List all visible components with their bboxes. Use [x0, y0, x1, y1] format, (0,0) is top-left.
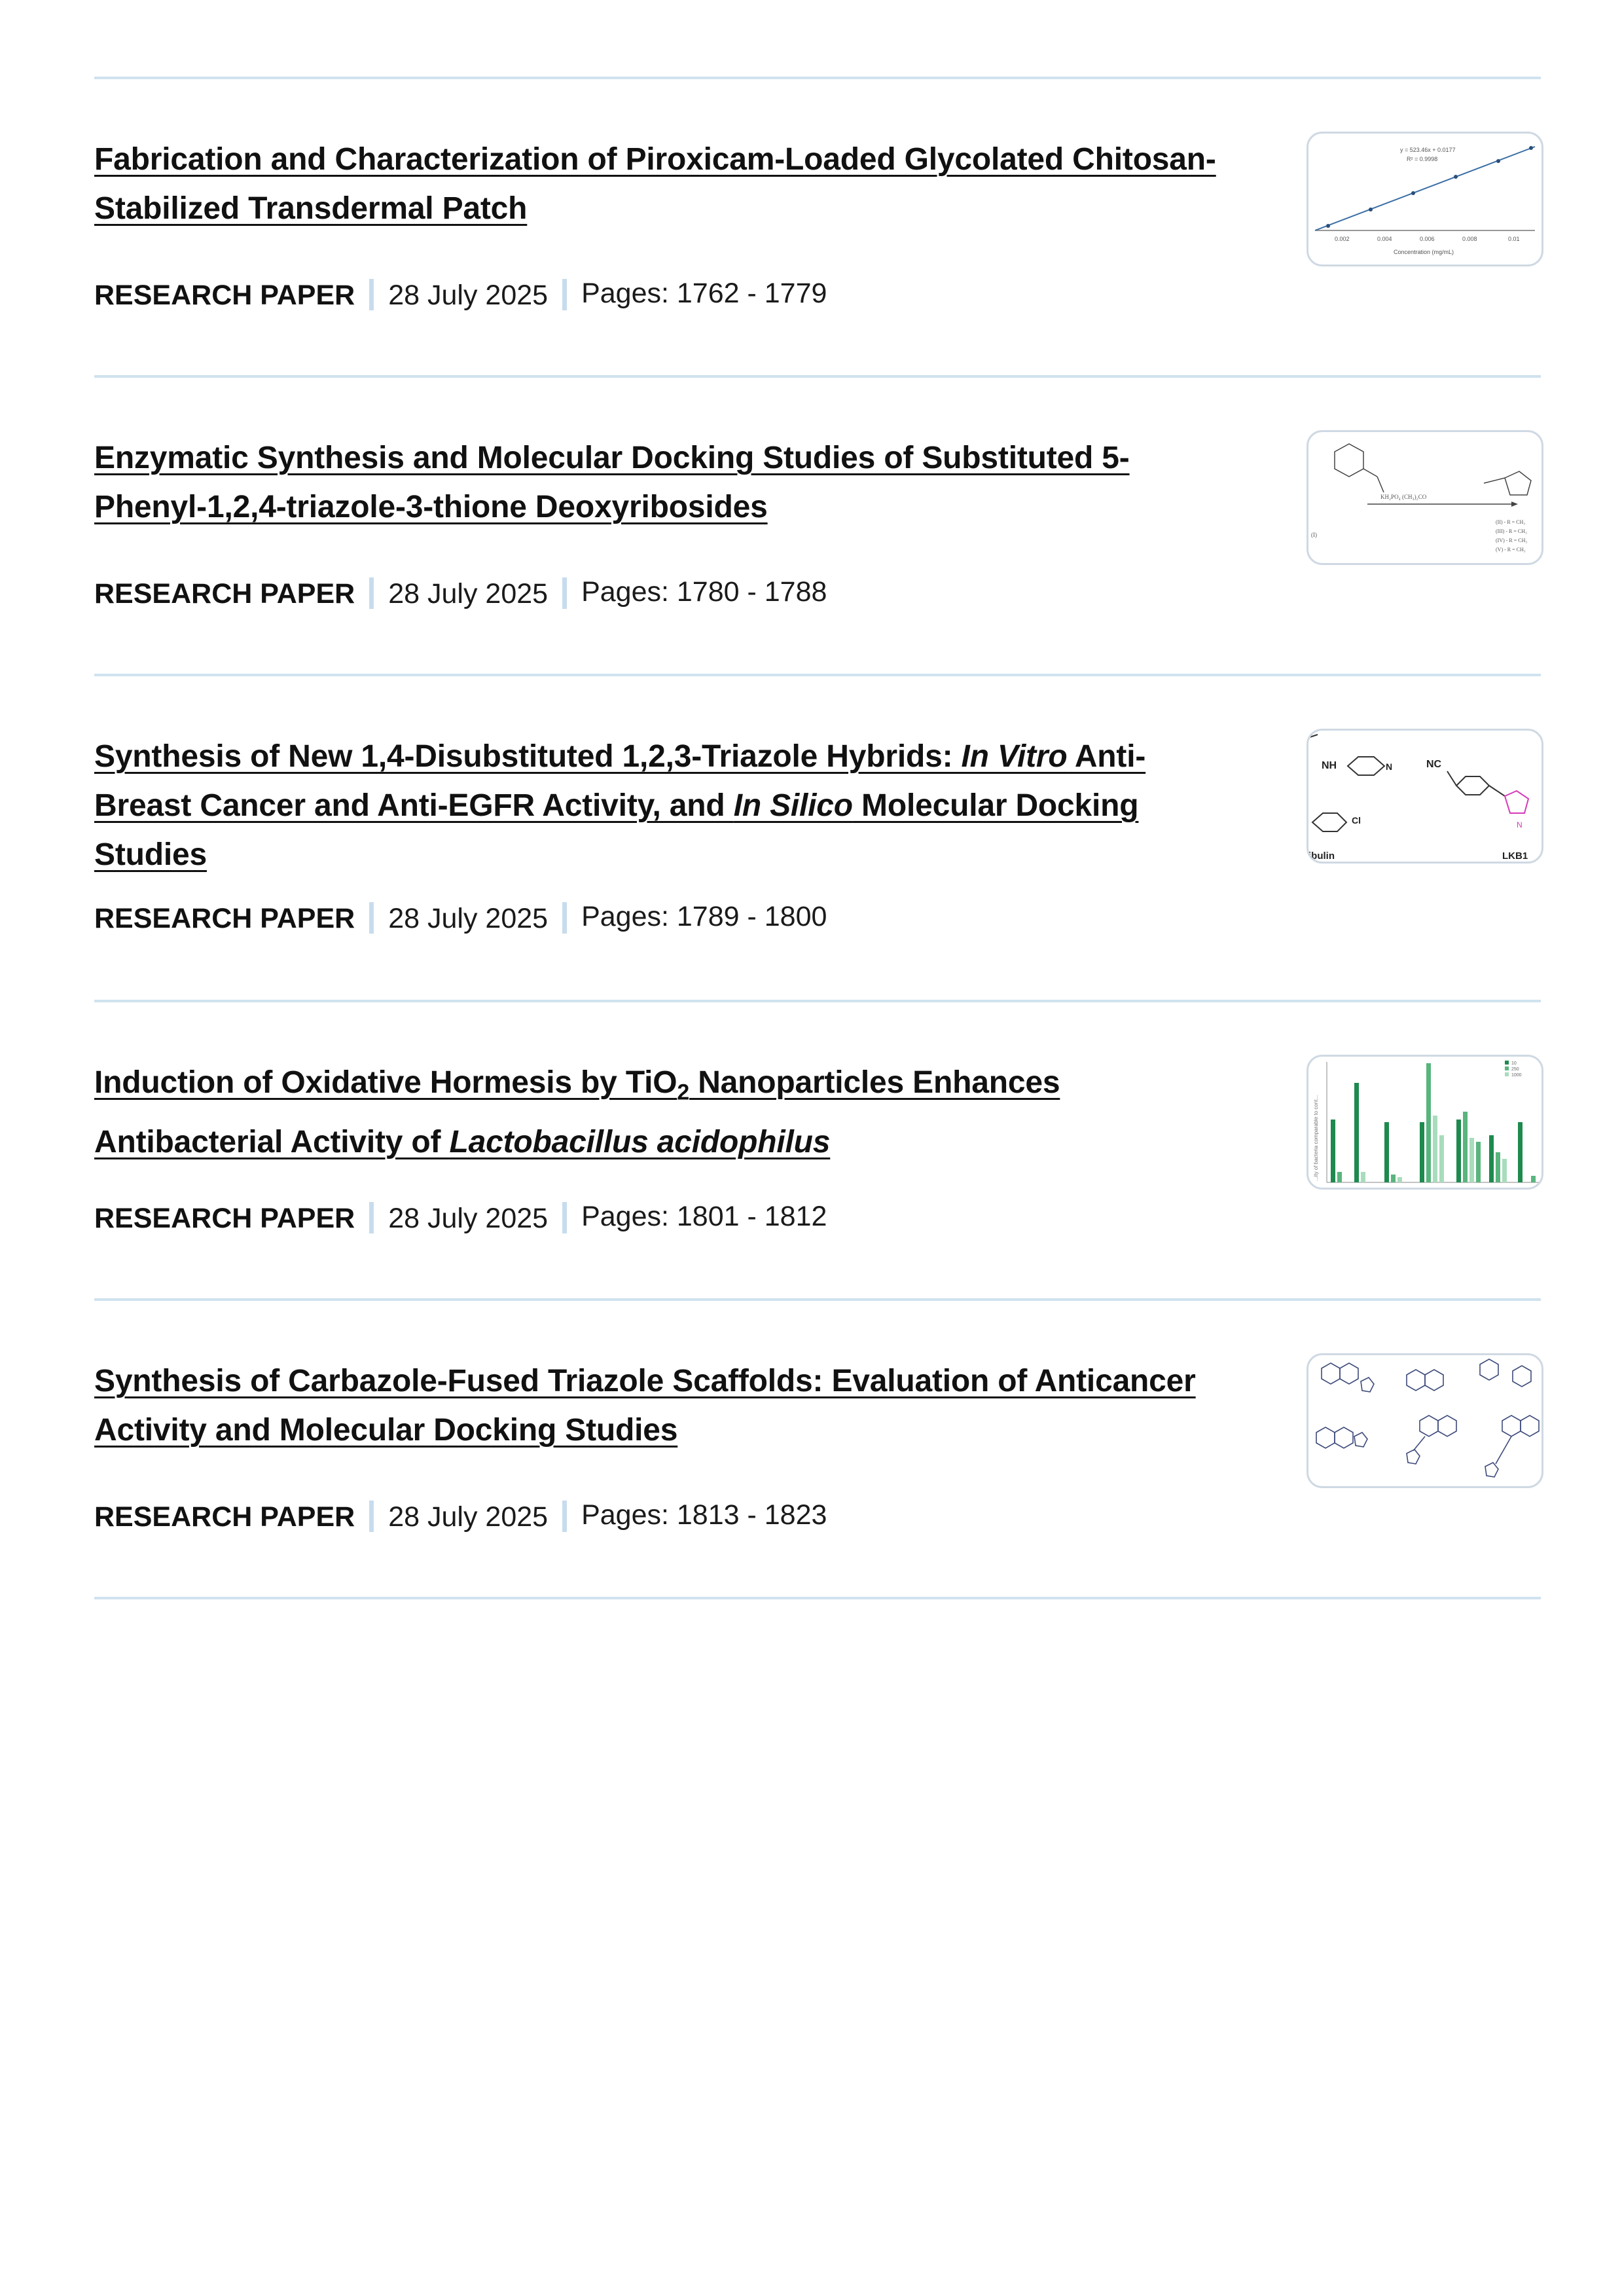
meta-separator — [369, 1202, 374, 1233]
structures-grid-image — [1308, 1355, 1541, 1486]
article-type: RESEARCH PAPER — [94, 280, 355, 311]
article-date: 28 July 2025 — [388, 280, 549, 311]
plot-tick: 0.008 — [1462, 236, 1477, 242]
article-item — [94, 79, 1541, 375]
article-thumbnail[interactable] — [1307, 430, 1543, 565]
article-thumbnail[interactable] — [1307, 729, 1543, 864]
plot-tick: 0.006 — [1420, 236, 1435, 242]
article-type: RESEARCH PAPER — [94, 1501, 355, 1533]
article-pages: Pages: 1813 - 1823 — [581, 1499, 827, 1531]
plot-r2: R² = 0.9998 — [1407, 156, 1438, 162]
article-item — [94, 1002, 1541, 1298]
article-pages: Pages: 1762 - 1779 — [581, 278, 827, 309]
article-title — [94, 732, 1220, 879]
scheme-label: (IV) - R = CH₃ — [1496, 538, 1528, 543]
structures-image — [1308, 731, 1541, 862]
article-type: RESEARCH PAPER — [94, 1203, 355, 1234]
article-title-link[interactable]: Enzymatic Synthesis and Molecular Docking Studies of Substituted 5-Phenyl-1,2,4-triazole-3-thione Deoxyribosides — [94, 441, 1130, 524]
plot-tick: 0.002 — [1335, 236, 1350, 242]
article-title — [94, 433, 1220, 532]
article-type: RESEARCH PAPER — [94, 903, 355, 934]
article-thumbnail[interactable] — [1307, 1055, 1543, 1190]
chart-ylabel: ...ity of bacteria comparable to cont... — [1313, 1095, 1319, 1181]
structure-label: N — [1386, 761, 1393, 772]
meta-separator — [369, 577, 374, 609]
structure-label: NC — [1426, 759, 1442, 770]
legend-entry: 10 — [1511, 1061, 1517, 1066]
meta-separator — [369, 279, 374, 310]
article-pages: Pages: 1801 - 1812 — [581, 1201, 827, 1232]
article-thumbnail[interactable] — [1307, 1353, 1543, 1488]
divider — [94, 1597, 1541, 1599]
plot-xlabel: Concentration (mg/mL) — [1394, 249, 1454, 255]
article-title-link[interactable]: Fabrication and Characterization of Piroxicam-Loaded Glycolated Chitosan-Stabilized Transdermal Patch — [94, 142, 1216, 226]
reaction-scheme-image — [1308, 432, 1541, 563]
article-meta — [94, 574, 827, 613]
article-date: 28 July 2025 — [388, 903, 549, 934]
article-meta — [94, 276, 827, 315]
plot-tick: 0.004 — [1377, 236, 1392, 242]
meta-separator — [562, 1202, 567, 1233]
bar-chart-image — [1308, 1057, 1541, 1188]
article-date: 28 July 2025 — [388, 1501, 549, 1533]
reaction-reagent: KH₂PO₄ (CH₃)₂CO — [1380, 494, 1427, 500]
meta-separator — [369, 1501, 374, 1532]
article-meta — [94, 899, 827, 938]
article-thumbnail[interactable] — [1307, 132, 1543, 266]
article-title — [94, 1058, 1220, 1167]
article-title — [94, 1357, 1220, 1455]
article-pages: Pages: 1780 - 1788 — [581, 576, 827, 608]
article-list — [94, 77, 1541, 1599]
scheme-label: (III) - R = CH₃ — [1496, 528, 1527, 534]
article-title-link[interactable]: Synthesis of Carbazole-Fused Triazole Scaffolds: Evaluation of Anticancer Activity and Molecular Docking Studies — [94, 1364, 1196, 1448]
plot-equation: y = 523.46x + 0.0177 — [1400, 147, 1456, 153]
meta-separator — [562, 1501, 567, 1532]
structure-label: N — [1517, 820, 1523, 829]
meta-separator — [562, 902, 567, 934]
meta-separator — [369, 902, 374, 934]
structure-label: NH — [1322, 760, 1337, 771]
scheme-label: (II) - R = CH₃ — [1496, 519, 1526, 525]
article-item — [94, 1301, 1541, 1597]
legend-entry: 1000 — [1511, 1073, 1522, 1078]
scheme-label: (I) — [1311, 532, 1317, 538]
article-meta — [94, 1497, 827, 1537]
article-item — [94, 676, 1541, 1000]
article-date: 28 July 2025 — [388, 578, 549, 610]
article-title-link[interactable]: Induction of Oxidative Hormesis by TiO$_2$ Nanoparticles Enhances Antibacterial Activity of Lactobacillus acidophilus — [94, 1065, 1060, 1159]
structure-label: ibulin — [1308, 850, 1335, 862]
article-date: 28 July 2025 — [388, 1203, 549, 1234]
article-type: RESEARCH PAPER — [94, 578, 355, 610]
article-item — [94, 378, 1541, 674]
meta-separator — [562, 279, 567, 310]
article-title-link[interactable]: Synthesis of New 1,4-Disubstituted 1,2,3-Triazole Hybrids: In Vitro Anti-Breast Cancer and Anti-EGFR Activity, and In Silico Molecular Docking Studies — [94, 739, 1146, 872]
calibration-plot-image — [1308, 134, 1541, 264]
meta-separator — [562, 577, 567, 609]
plot-tick: 0.01 — [1508, 236, 1520, 242]
structure-label: Cl — [1352, 815, 1361, 826]
legend-entry: 250 — [1511, 1067, 1519, 1072]
bar-group — [1331, 1063, 1536, 1182]
structure-label: LKB1 — [1502, 850, 1528, 862]
article-meta — [94, 1199, 827, 1238]
article-title — [94, 135, 1220, 233]
article-pages: Pages: 1789 - 1800 — [581, 901, 827, 932]
scheme-label: (V) - R = CH₃ — [1496, 547, 1526, 553]
